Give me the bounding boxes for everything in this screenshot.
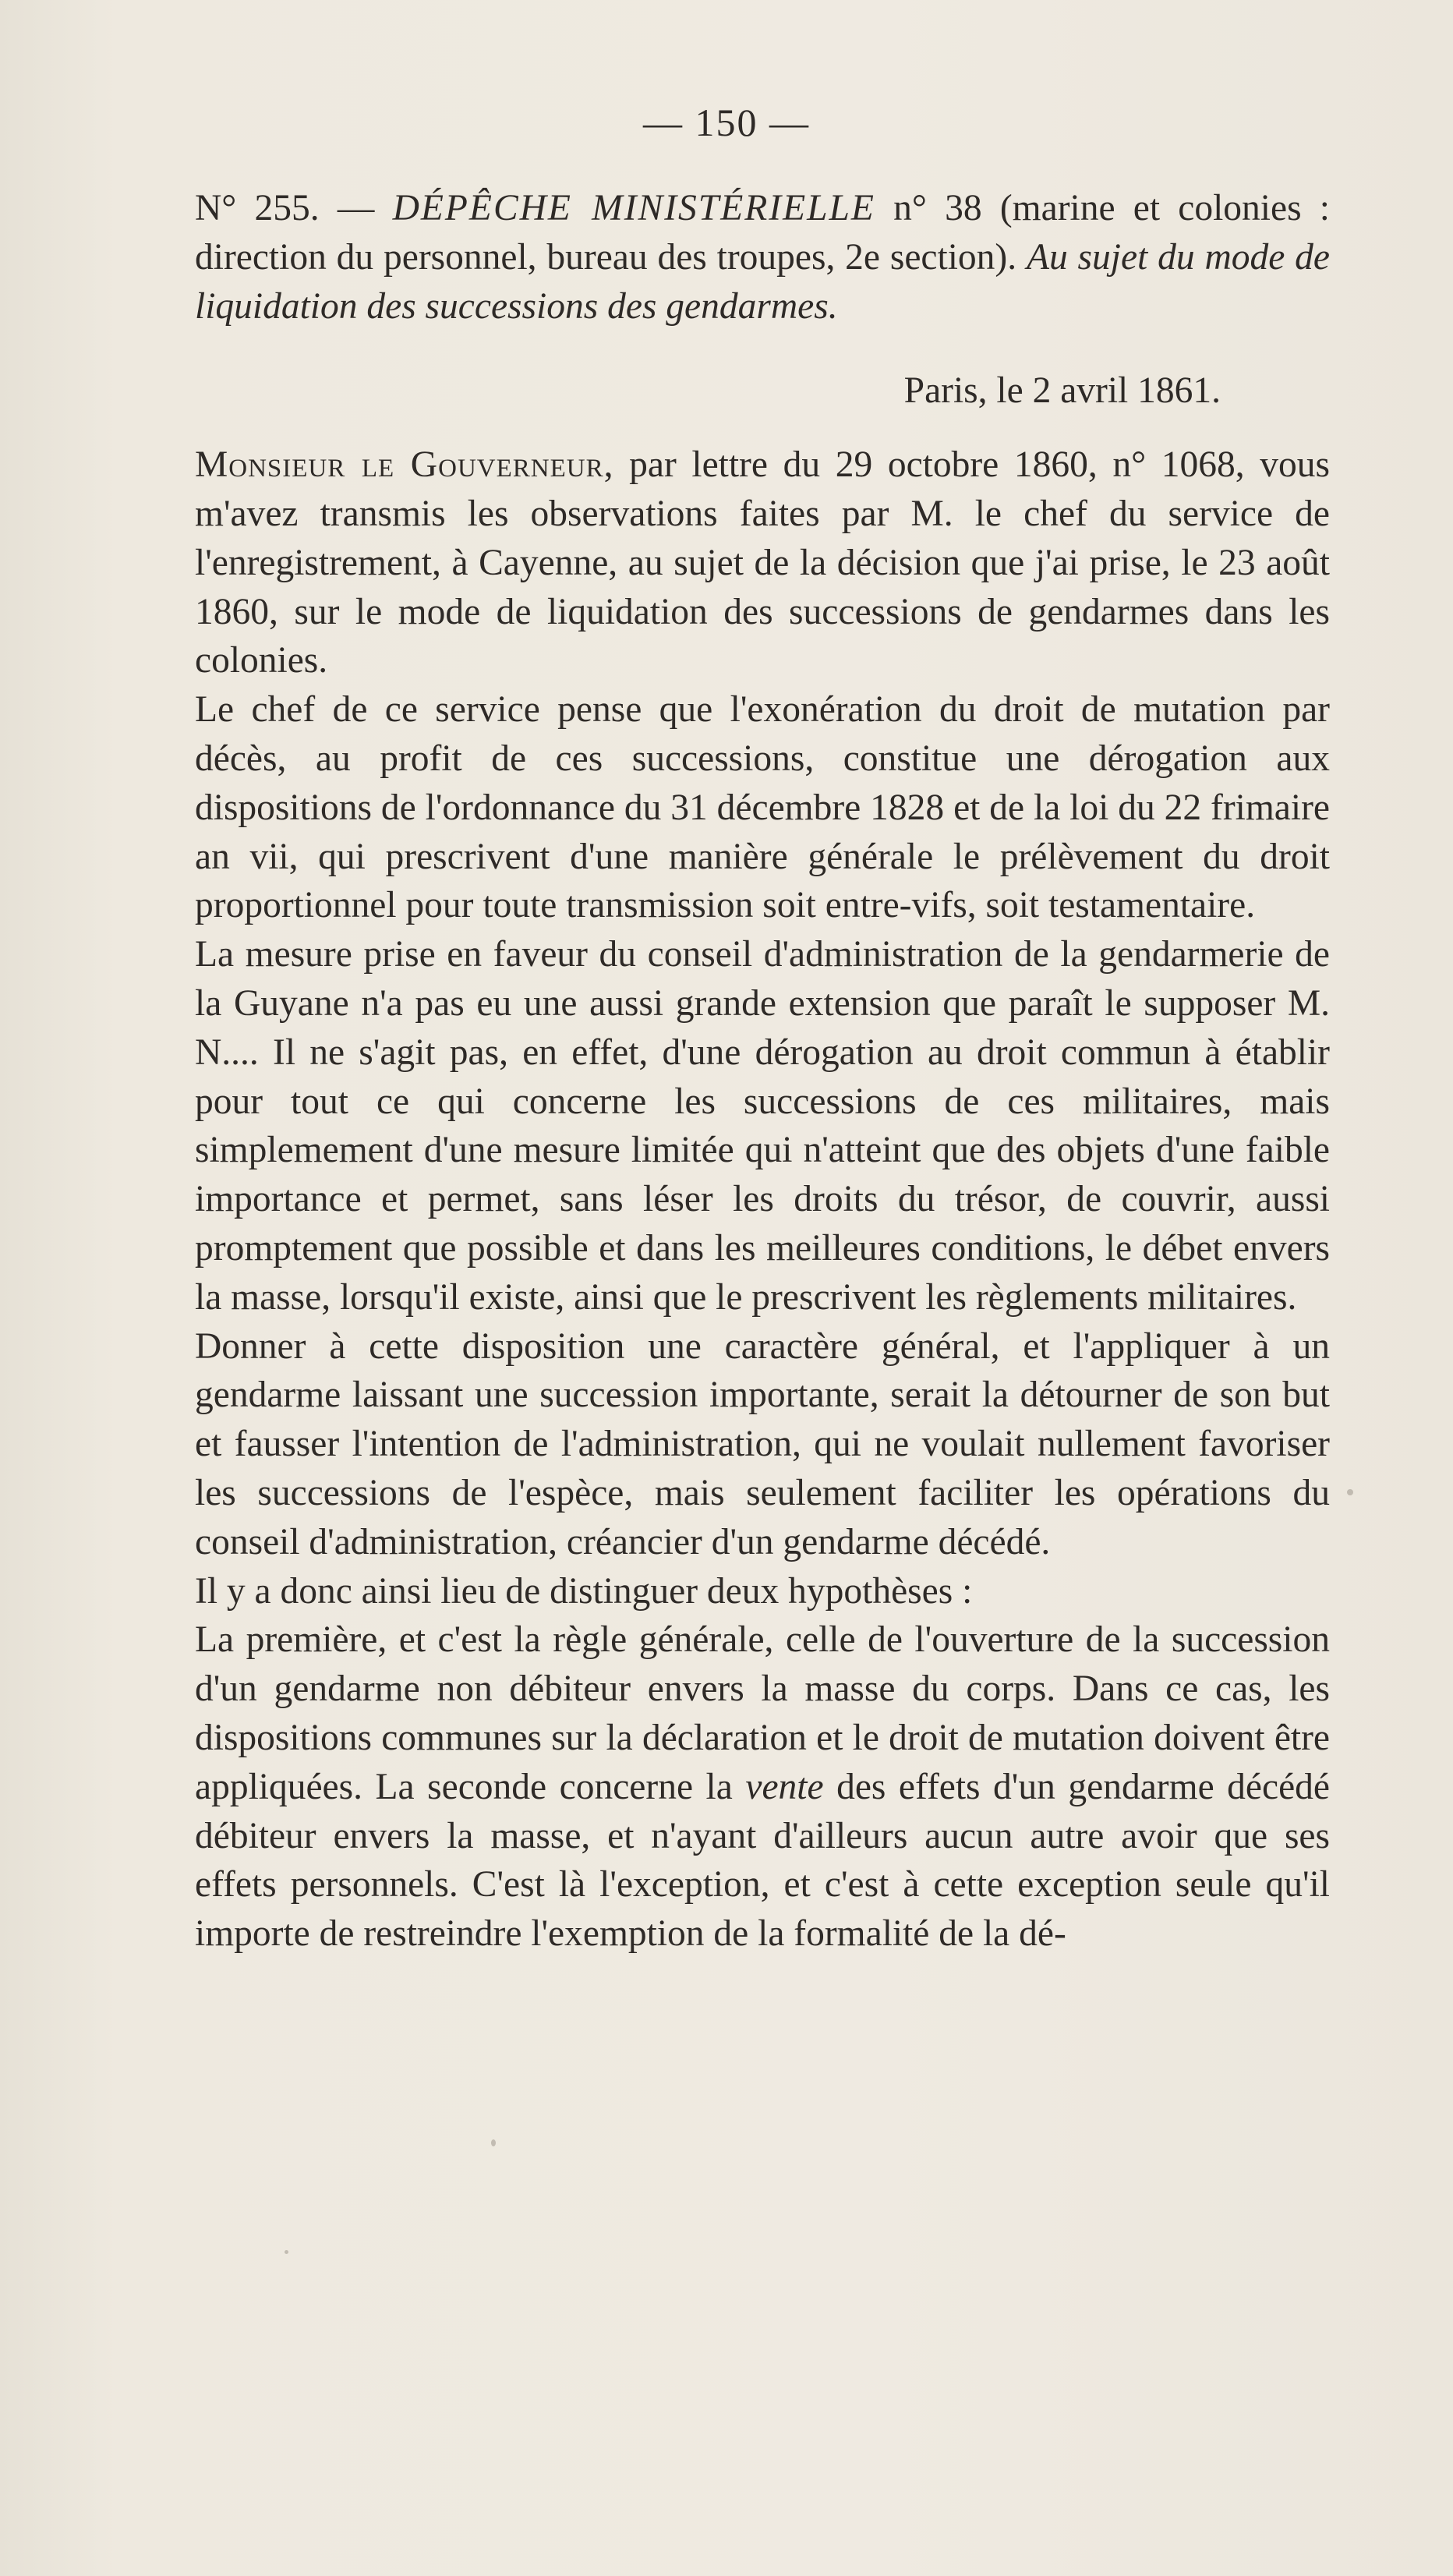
dateline: Paris, le 2 avril 1861. <box>903 370 1221 412</box>
paragraph: Le chef de ce service pense que l'exonération du droit de mutation par décès, au profit de ces successions, constitue une dérogation aux dispositions de l'ordonnance du 31 décembre 1828 et de la loi du 22 frimaire an vii, qui prescrivent d'une manière générale le prélèvement du droit proportionnel pour toute transmission soit entre-vifs, soit testamentaire. <box>195 689 1330 926</box>
dispatch-subject: Au sujet du mode de liquidation des successions des gendarmes. <box>195 236 1330 327</box>
salutation: Monsieur le Gouverneur, <box>195 444 614 486</box>
paragraph: La mesure prise en faveur du conseil d'administration de la gendarmerie de la Guyane n'a pas eu une aussi grande extension que paraît le supposer M. N.... Il ne s'agit pas, en effet, d'une dérogation au droit commun à établir pour tout ce qui concerne les successions de ces militaires, mais simplemement d'une mesure limitée qui n'atteint que des objets d'une faible importance et permet, sans léser les droits du trésor, de couvrir, aussi promptement que possible et dans les meilleures conditions, le débet envers la masse, lorsqu'il existe, ainsi que le prescrivent les règlements militaires. <box>195 934 1330 1318</box>
paragraph <box>195 1615 1330 1959</box>
paper-speck <box>491 2139 496 2146</box>
text-block <box>195 184 1330 1959</box>
paper-speck <box>1347 1489 1353 1495</box>
dispatch-title: DÉPÊCHE MINISTÉRIELLE <box>392 188 875 228</box>
paper-speck <box>285 2250 288 2254</box>
paragraph-text: par lettre du 29 octobre 1860, n° 1068, vous m'avez transmis les observations faites par M. le chef du service de l'enregistrement, à Cayenne, au sujet de la décision que j'ai prise, le 23 août 1860, sur le mode de liquidation des successions de gendarmes dans les colonies. <box>195 444 1330 681</box>
paragraph: Il y a donc ainsi lieu de distinguer deux hypothèses : <box>195 1570 973 1612</box>
paragraph-text: des effets d'un gendarme décédé débiteur envers la masse, et n'ayant d'ailleurs aucun autre avoir que ses effets personnels. C'est là l'exception, et c'est à cette exception seule qu'il importe de restreindre l'exemption de la formalité de la dé- <box>195 1766 1330 1955</box>
paragraph: Donner à cette disposition une caractère général, et l'appliquer à un gendarme laissant une succession importante, serait la détourner de son but et fausser l'intention de l'administration, qui ne voulait nullement favoriser les successions de l'espèce, mais seulement faciliter les opérations du conseil d'administration, créancier d'un gendarme décédé. <box>195 1325 1330 1562</box>
page-number: — 150 — <box>643 101 810 144</box>
dispatch-reference: n° 38 (marine et colonies : direction du personnel, bureau des troupes, 2e section). <box>195 188 1330 278</box>
letter-body <box>195 441 1330 1959</box>
italic-word: vente <box>745 1766 824 1807</box>
paragraph-text: La première, et c'est la règle générale, celle de l'ouverture de la succession d'un gendarme non débiteur envers la masse du corps. Dans ce cas, les dispositions communes sur la déclaration et le droit de mutation doivent être appliquées. La seconde concerne la <box>195 1619 1330 1807</box>
paragraph <box>195 441 1330 685</box>
dispatch-number: N° 255. — <box>195 188 393 228</box>
dispatch-heading <box>195 184 1330 331</box>
